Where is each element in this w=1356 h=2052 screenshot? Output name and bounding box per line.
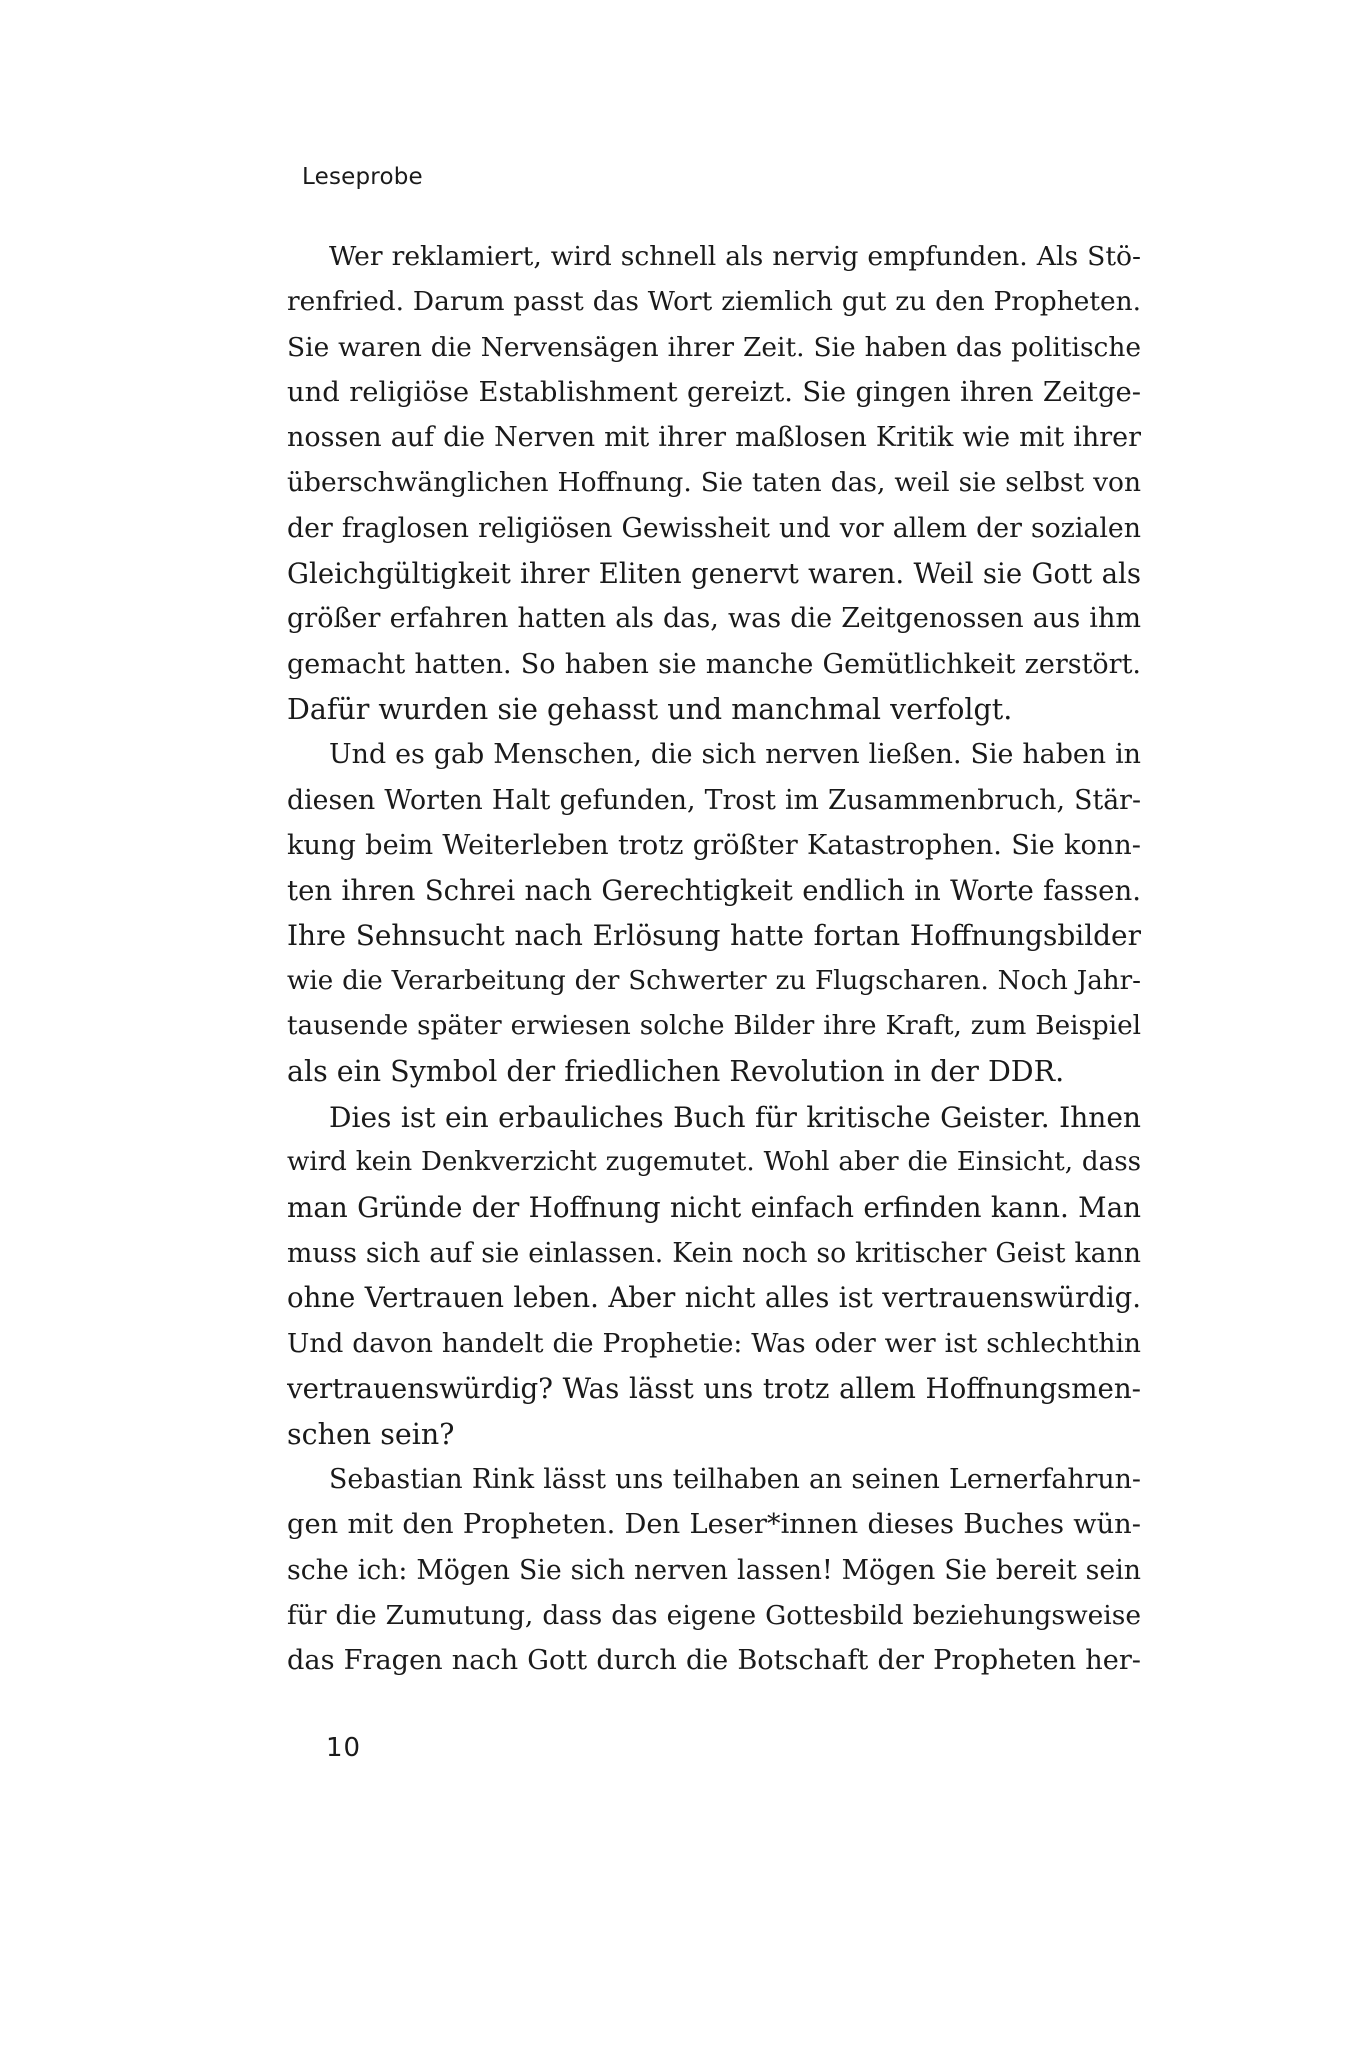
text-line: Und davon handelt die Prophetie: Was oder wer ist schlechthin	[287, 1328, 1141, 1360]
text-line: sche ich: Mögen Sie sich nerven lassen! Mögen Sie bereit sein	[287, 1554, 1141, 1586]
text-line: das Fragen nach Gott durch die Botschaft der Propheten her-	[287, 1645, 1141, 1677]
text-line: diesen Worten Halt gefunden, Trost im Zusammenbruch, Stär-	[287, 784, 1141, 816]
text-line: Gleichgültigkeit ihrer Eliten genervt waren. Weil sie Gott als	[287, 557, 1141, 591]
text-line: man Gründe der Hoffnung nicht einfach erfinden kann. Man	[287, 1191, 1141, 1225]
text-line: für die Zumutung, dass das eigene Gottesbild beziehungsweise	[287, 1599, 1141, 1631]
text-line: muss sich auf sie einlassen. Kein noch so kritischer Geist kann	[287, 1237, 1141, 1269]
body-text	[287, 234, 1141, 1684]
text-line: renfried. Darum passt das Wort ziemlich gut zu den Propheten.	[287, 286, 1141, 318]
text-line: ten ihren Schrei nach Gerechtigkeit endlich in Worte fassen.	[287, 874, 1141, 908]
text-line: Wer reklamiert, wird schnell als nervig empfunden. Als Stö-	[329, 241, 1141, 272]
text-line: nossen auf die Nerven mit ihrer maßlosen Kritik wie mit ihrer	[287, 422, 1141, 454]
page-number: 10	[326, 1733, 362, 1763]
running-header: Leseprobe	[302, 164, 423, 190]
text-line: Dafür wurden sie gehasst und manchmal verfolgt.	[287, 692, 1013, 726]
text-line: Und es gab Menschen, die sich nerven ließen. Sie haben in	[329, 739, 1141, 771]
text-line: schen sein?	[287, 1417, 455, 1451]
text-line: Sebastian Rink lässt uns teilhaben an seinen Lernerfahrun-	[329, 1464, 1141, 1496]
text-line: der fraglosen religiösen Gewissheit und vor allem der sozialen	[287, 512, 1141, 544]
text-line: gemacht hatten. So haben sie manche Gemütlichkeit zerstört.	[287, 648, 1141, 680]
text-line: überschwänglichen Hoffnung. Sie taten das, weil sie selbst von	[287, 467, 1141, 499]
text-line: gen mit den Propheten. Den Leser*innen dieses Buches wün-	[287, 1509, 1141, 1541]
text-line: Sie waren die Nervensägen ihrer Zeit. Sie haben das politische	[287, 331, 1141, 363]
text-line: als ein Symbol der friedlichen Revolution in der DDR.	[287, 1055, 1065, 1089]
text-line: ohne Vertrauen leben. Aber nicht alles ist vertrauenswürdig.	[287, 1281, 1141, 1314]
text-line: Dies ist ein erbauliches Buch für kritische Geister. Ihnen	[329, 1100, 1141, 1134]
text-line: wie die Verarbeitung der Schwerter zu Flugscharen. Noch Jahr-	[287, 965, 1141, 996]
text-line: tausende später erwiesen solche Bilder ihre Kraft, zum Beispiel	[287, 1011, 1141, 1042]
text-line: wird kein Denkverzicht zugemutet. Wohl aber die Einsicht, dass	[287, 1146, 1141, 1177]
text-line: Ihre Sehnsucht nach Erlösung hatte fortan Hoffnungsbilder	[287, 919, 1141, 953]
text-line: größer erfahren hatten als das, was die Zeitgenossen aus ihm	[287, 603, 1141, 635]
text-line: und religiöse Establishment gereizt. Sie gingen ihren Zeitge-	[287, 376, 1141, 408]
text-line: vertrauenswürdig? Was lässt uns trotz allem Hoffnungsmen-	[287, 1372, 1141, 1406]
text-line: kung beim Weiterleben trotz größter Katastrophen. Sie konn-	[287, 829, 1141, 861]
